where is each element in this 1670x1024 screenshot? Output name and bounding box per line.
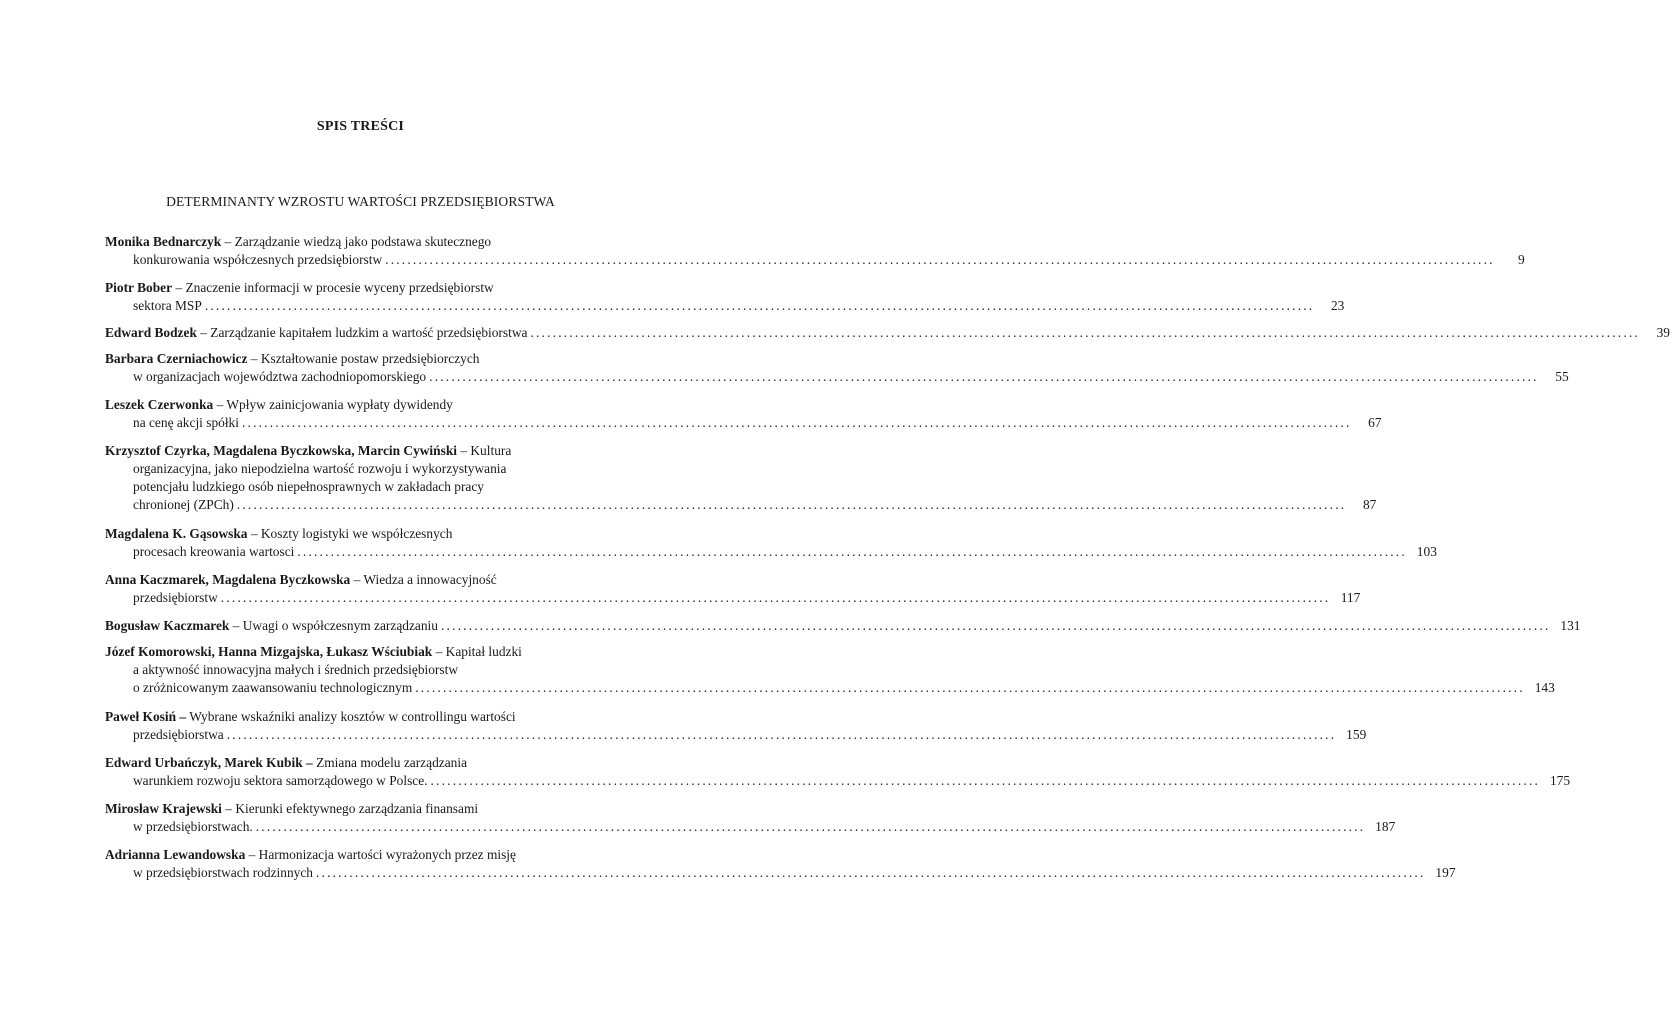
toc-page-number: 187 xyxy=(1375,819,1396,834)
toc-entry-line xyxy=(105,589,1361,607)
toc-title: sektora MSP xyxy=(133,298,202,313)
toc-title: – Koszty logistyki we współczesnych xyxy=(250,526,453,541)
toc-title: Zmiana modelu zarządzania xyxy=(316,755,468,770)
toc-title: konkurowania współczesnych przedsiębiorstw xyxy=(133,252,383,267)
dot-leader: ........................................................................................................................................................................................................ xyxy=(430,773,1541,788)
toc-entry-text xyxy=(133,368,426,386)
toc-entry-text xyxy=(105,572,497,587)
toc-entry-text xyxy=(133,726,224,744)
toc-title: przedsiębiorstwa xyxy=(133,727,224,742)
toc-entry xyxy=(105,643,1555,697)
toc-entry-text xyxy=(133,662,458,677)
toc-entry-line xyxy=(105,708,615,726)
toc-title: warunkiem rozwoju sektora samorządowego w Polsce. xyxy=(133,773,428,788)
toc-entry-text xyxy=(105,617,438,635)
toc-author: Barbara Czerniachowicz xyxy=(105,351,248,366)
toc-author: Bogusław Kaczmarek xyxy=(105,618,230,633)
toc-entry-text xyxy=(105,234,491,249)
toc-entry xyxy=(105,233,1525,269)
toc-entry-line xyxy=(105,460,615,478)
toc-title: w przedsiębiorstwach. xyxy=(133,819,253,834)
toc-title: przedsiębiorstw xyxy=(133,590,218,605)
toc-entry-line xyxy=(105,818,1396,836)
toc-title: – Zarządzanie wiedzą jako podstawa skutecznego xyxy=(224,234,492,249)
toc-title: – Wpływ zainicjowania wypłaty dywidendy xyxy=(216,397,453,412)
toc-entry-line xyxy=(105,679,1555,697)
toc-entry xyxy=(105,396,1382,432)
toc-entry-line xyxy=(105,800,615,818)
dot-leader: ........................................................................................................................................................................................................ xyxy=(429,369,1539,384)
dot-leader: ........................................................................................................................................................................................................ xyxy=(440,618,1551,633)
toc-author: Mirosław Krajewski xyxy=(105,801,222,816)
toc-page-number: 143 xyxy=(1534,680,1555,695)
toc-author: Magdalena K. Gąsowska xyxy=(105,526,248,541)
toc-title: – Kierunki efektywnego zarządzania finansami xyxy=(225,801,479,816)
toc-title: – Harmonizacja wartości wyrażonych przez misję xyxy=(248,847,516,862)
dot-leader: ........................................................................................................................................................................................................ xyxy=(255,819,1366,834)
dot-leader: ........................................................................................................................................................................................................ xyxy=(241,415,1352,430)
toc-entry-text xyxy=(133,679,412,697)
toc-entry xyxy=(105,279,1345,315)
section-heading: DETERMINANTY WZROSTU WARTOŚCI PRZEDSIĘBIORSTWA xyxy=(166,194,555,209)
toc-entry-text xyxy=(133,251,382,269)
toc-page-number: 103 xyxy=(1416,544,1437,559)
toc-entry-line xyxy=(105,617,1581,635)
toc-entry-line xyxy=(105,324,1670,342)
dot-leader: ........................................................................................................................................................................................................ xyxy=(226,727,1337,742)
toc-title: w przedsiębiorstwach rodzinnych xyxy=(133,865,313,880)
toc-page-number: 87 xyxy=(1362,497,1377,512)
toc-entry-line xyxy=(105,233,615,251)
toc-entry xyxy=(105,754,1571,790)
toc-author: Krzysztof Czyrka, Magdalena Byczkowska, Marcin Cywiński xyxy=(105,443,457,458)
toc-entry-line xyxy=(105,297,1345,315)
toc-entry-line xyxy=(105,661,615,679)
toc-entry-line xyxy=(105,414,1382,432)
toc-title: – Kształtowanie postaw przedsiębiorczych xyxy=(250,351,480,366)
toc-title: organizacyjna, jako niepodzielna wartość rozwoju i wykorzystywania xyxy=(133,461,507,476)
toc-author: Edward Bodzek xyxy=(105,325,197,340)
toc-page-number: 9 xyxy=(1517,252,1525,267)
toc-entry-line xyxy=(105,643,615,661)
toc-entry-text xyxy=(105,709,516,724)
toc-entry-line xyxy=(105,772,1571,790)
toc-page-number: 131 xyxy=(1560,618,1581,633)
toc-entry-text xyxy=(133,297,202,315)
toc-entry-text xyxy=(133,864,313,882)
toc-page-number: 23 xyxy=(1330,298,1345,313)
toc-entry xyxy=(105,571,1361,607)
toc-page-number: 67 xyxy=(1368,415,1382,430)
dot-leader: ........................................................................................................................................................................................................ xyxy=(297,544,1407,559)
toc-entry-text xyxy=(133,479,484,494)
toc-entry-text xyxy=(133,461,506,476)
toc-title: w organizacjach województwa zachodniopomorskiego xyxy=(133,369,427,384)
toc-entry-line xyxy=(105,279,615,297)
toc-author: Adrianna Lewandowska xyxy=(105,847,246,862)
dot-leader: ........................................................................................................................................................................................................ xyxy=(236,497,1347,512)
toc-author: Józef Komorowski, Hanna Mizgajska, Łukasz Wściubiak xyxy=(105,644,433,659)
toc-title: procesach kreowania wartosci xyxy=(133,544,295,559)
toc-entry xyxy=(105,525,1437,561)
toc-entry-line xyxy=(105,726,1367,744)
toc-entry xyxy=(105,324,1670,342)
toc-title: o zróżnicowanym zaawansowaniu technologicznym xyxy=(133,680,413,695)
dot-leader: ........................................................................................................................................................................................................ xyxy=(530,325,1640,340)
toc-entry-text xyxy=(105,443,511,458)
toc-entry-line xyxy=(105,571,615,589)
toc-entry-text xyxy=(105,351,479,366)
toc-author: Monika Bednarczyk xyxy=(105,234,222,249)
toc-entry-text xyxy=(105,526,452,541)
toc-entry-line xyxy=(105,478,615,496)
toc-entry-line xyxy=(105,864,1456,882)
toc-entry-text xyxy=(105,644,522,659)
toc-entry-line xyxy=(105,543,1437,561)
toc-entry-line xyxy=(105,251,1525,269)
toc-author: Anna Kaczmarek, Magdalena Byczkowska xyxy=(105,572,351,587)
toc-entry-line xyxy=(105,396,615,414)
toc-entry-line xyxy=(105,496,1377,514)
toc-entry-text xyxy=(105,847,516,862)
toc-entry-text xyxy=(105,755,467,770)
dot-leader: ........................................................................................................................................................................................................ xyxy=(220,590,1331,605)
toc-entry xyxy=(105,846,1456,882)
toc-title: – Kultura xyxy=(460,443,512,458)
toc-page-number: 39 xyxy=(1656,325,1670,340)
toc-page-number: 117 xyxy=(1340,590,1361,605)
toc-entry xyxy=(105,350,1569,386)
toc-title: Wybrane wskaźniki analizy kosztów w controllingu wartości xyxy=(189,709,516,724)
toc-title: a aktywność innowacyjna małych i średnich przedsiębiorstw xyxy=(133,662,458,677)
dot-leader: ........................................................................................................................................................................................................ xyxy=(415,680,1525,695)
toc-entry xyxy=(105,442,1377,514)
toc-title: – Uwagi o współczesnym zarządzaniu xyxy=(232,618,438,633)
toc-entry-text xyxy=(133,589,218,607)
toc-entry-text xyxy=(133,543,294,561)
toc-entry-text xyxy=(105,280,494,295)
toc-author: Edward Urbańczyk, Marek Kubik – xyxy=(105,755,313,770)
toc-entry-line xyxy=(105,350,615,368)
toc-title: – Zarządzanie kapitałem ludzkim a wartość przedsiębiorstwa xyxy=(200,325,528,340)
toc-entry xyxy=(105,708,1367,744)
toc-entry-line xyxy=(105,368,1569,386)
toc-entry xyxy=(105,617,1581,635)
toc-author: Piotr Bober xyxy=(105,280,173,295)
toc-title: chronionej (ZPCh) xyxy=(133,497,234,512)
toc-entry-line xyxy=(105,846,615,864)
toc-entry-line xyxy=(105,754,615,772)
toc-entry-text xyxy=(133,818,253,836)
toc-page-number: 159 xyxy=(1346,727,1367,742)
page-title: SPIS TREŚCI xyxy=(316,119,405,134)
toc-title: – Znaczenie informacji w procesie wyceny przedsiębiorstw xyxy=(175,280,494,295)
toc-author: Paweł Kosiń – xyxy=(105,709,187,724)
toc-page-number: 175 xyxy=(1549,773,1571,788)
toc-title: – Kapitał ludzki xyxy=(435,644,522,659)
toc-entry-line xyxy=(105,442,615,460)
toc-entry xyxy=(105,800,1396,836)
toc-page-number: 197 xyxy=(1435,865,1456,880)
toc-entry-text xyxy=(133,496,234,514)
toc-entry-text xyxy=(133,414,239,432)
toc-entry-line xyxy=(105,525,615,543)
toc-entry-text xyxy=(105,801,478,816)
toc-title: na cenę akcji spółki xyxy=(133,415,239,430)
toc-entry-text xyxy=(105,397,453,412)
toc-title: – Wiedza a innowacyjność xyxy=(353,572,497,587)
toc-page-number: 55 xyxy=(1555,369,1569,384)
toc-title: potencjału ludzkiego osób niepełnosprawnych w zakładach pracy xyxy=(133,479,485,494)
toc-author: Leszek Czerwonka xyxy=(105,397,214,412)
dot-leader: ........................................................................................................................................................................................................ xyxy=(315,865,1426,880)
dot-leader: ........................................................................................................................................................................................................ xyxy=(204,298,1315,313)
dot-leader: ........................................................................................................................................................................................................ xyxy=(385,252,1495,267)
toc-entry-text xyxy=(133,772,428,790)
toc-entry-text xyxy=(105,324,527,342)
